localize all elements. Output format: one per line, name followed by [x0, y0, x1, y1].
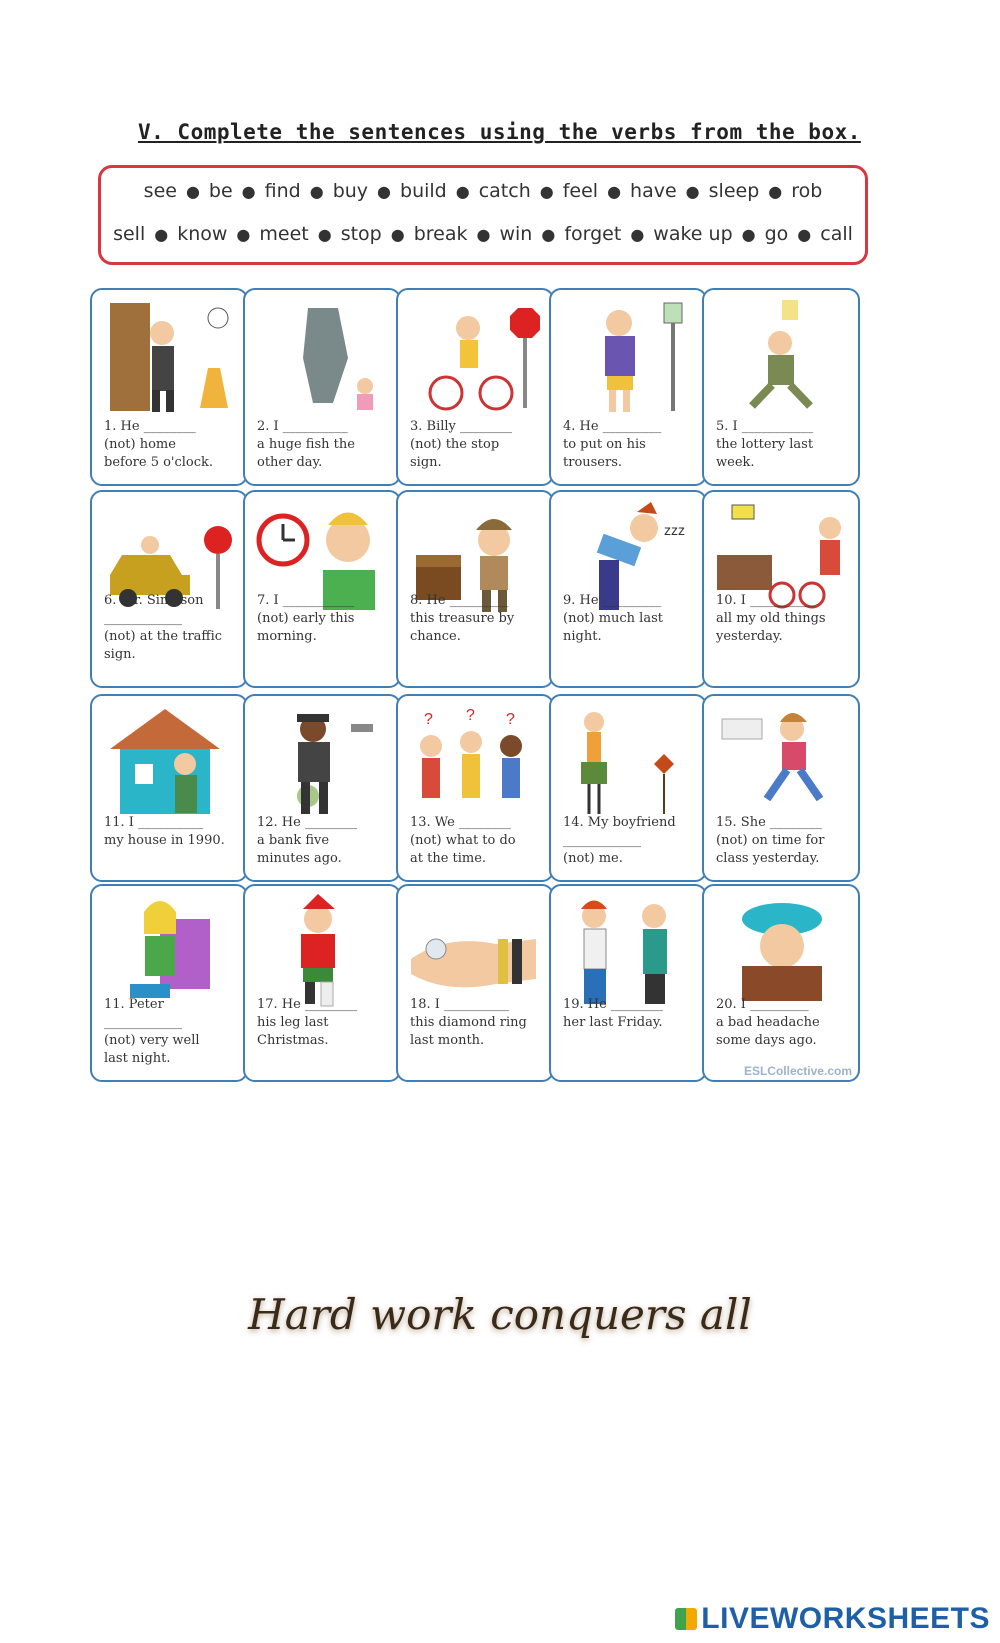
- verb-be: be: [208, 180, 233, 202]
- card-sentence: 5. I ___________ the lottery last week.: [716, 419, 814, 470]
- card-sentence: 1. He ________ (not) home before 5 o'clock.: [104, 419, 214, 470]
- card-sentence: 15. She ________ (not) on time for class yesterday.: [716, 815, 825, 866]
- verb-see: see: [143, 180, 177, 202]
- bullet-separator: ●: [185, 182, 200, 201]
- card-sentence: 18. I __________ this diamond ring last month.: [410, 997, 527, 1048]
- verb-call: call: [820, 223, 853, 245]
- house-icon: [100, 704, 238, 822]
- card-sentence: 20. I _________ a bad headache some days ago.: [716, 997, 820, 1048]
- diamond-ring-icon: [406, 894, 544, 1012]
- exercise-card: [549, 288, 707, 486]
- brand-name: LIVEWORKSHEETS: [701, 1602, 990, 1635]
- exercise-card: [702, 694, 860, 882]
- exercise-card: [702, 884, 860, 1082]
- verb-catch: catch: [478, 180, 531, 202]
- card-sentence: 6. Mr. Simpson ____________ (not) at the traffic sign.: [104, 593, 223, 662]
- bullet-separator: ●: [154, 225, 169, 244]
- handshake-icon: [559, 894, 697, 1012]
- bullet-separator: ●: [390, 225, 405, 244]
- card-sentence: 11. Peter ____________ (not) very well last night.: [104, 997, 200, 1066]
- verb-build: build: [400, 180, 447, 202]
- broken-leg-icon: [253, 894, 391, 1012]
- verb-meet: meet: [259, 223, 309, 245]
- confused-people-icon: [406, 704, 544, 822]
- card-sentence: 9. He _________ (not) much last night.: [563, 593, 663, 644]
- exercise-card: [396, 694, 554, 882]
- bullet-separator: ●: [630, 225, 645, 244]
- exercise-card: [396, 884, 554, 1082]
- man-at-door-icon: [100, 298, 238, 416]
- watermark: ESLCollective.com: [743, 1064, 852, 1078]
- bullet-separator: ●: [377, 182, 392, 201]
- card-sentence: 2. I __________ a huge fish the other day.: [257, 419, 355, 470]
- verb-line-2: [101, 223, 865, 245]
- verb-line-1: [101, 180, 865, 202]
- verb-forget: forget: [564, 223, 622, 245]
- running-girl-icon: [712, 704, 850, 822]
- verb-go: go: [764, 223, 789, 245]
- card-sentence: 7. I ___________ (not) early this morning.: [257, 593, 355, 644]
- bullet-separator: ●: [768, 182, 783, 201]
- bullet-separator: ●: [539, 182, 554, 201]
- bullet-separator: ●: [541, 225, 556, 244]
- exercise-card: [396, 288, 554, 486]
- picture-grid: [90, 288, 890, 1103]
- card-sentence: 13. We ________ (not) what to do at the time.: [410, 815, 516, 866]
- bullet-separator: ●: [455, 182, 470, 201]
- verb-know: know: [177, 223, 228, 245]
- bicycle-icon: [406, 298, 544, 416]
- exercise-card: [90, 288, 248, 486]
- sick-woman-icon: [100, 894, 238, 1012]
- verb-feel: feel: [562, 180, 599, 202]
- fish-icon: [253, 298, 391, 416]
- exercise-card: [243, 288, 401, 486]
- card-sentence: 10. I __________ all my old things yesterday.: [716, 593, 826, 644]
- exercise-card: [396, 490, 554, 688]
- card-sentence: 19. He ________ her last Friday.: [563, 997, 663, 1030]
- robber-icon: [253, 704, 391, 822]
- verb-stop: stop: [340, 223, 382, 245]
- exercise-card: [90, 490, 248, 688]
- verb-win: win: [499, 223, 533, 245]
- verb-buy: buy: [332, 180, 369, 202]
- exercise-card: [243, 884, 401, 1082]
- motto: Hard work conquers all: [248, 1290, 752, 1339]
- verb-box: [98, 165, 868, 265]
- bullet-separator: ●: [241, 182, 256, 201]
- bullet-separator: ●: [607, 182, 622, 201]
- card-sentence: 14. My boyfriend ____________ (not) me.: [563, 815, 676, 866]
- bullet-separator: ●: [317, 225, 332, 244]
- exercise-card: [243, 694, 401, 882]
- card-sentence: 17. He ________ his leg last Christmas.: [257, 997, 357, 1048]
- bullet-separator: ●: [236, 225, 251, 244]
- headache-icon: [712, 894, 850, 1012]
- exercise-card: [702, 490, 860, 688]
- exercise-card: [243, 490, 401, 688]
- exercise-card: [90, 694, 248, 882]
- bullet-separator: ●: [797, 225, 812, 244]
- verb-sleep: sleep: [708, 180, 760, 202]
- waiting-woman-icon: [559, 704, 697, 822]
- card-sentence: 11. I __________ my house in 1990.: [104, 815, 225, 848]
- verb-wake-up: wake up: [653, 223, 733, 245]
- card-sentence: 4. He _________ to put on his trousers.: [563, 419, 662, 470]
- exercise-card: [702, 288, 860, 486]
- verb-sell: sell: [113, 223, 146, 245]
- verb-break: break: [413, 223, 468, 245]
- lottery-winner-icon: [712, 298, 850, 416]
- exercise-card: [549, 490, 707, 688]
- card-sentence: 12. He ________ a bank five minutes ago.: [257, 815, 357, 866]
- verb-find: find: [264, 180, 301, 202]
- svg-text:zzz: zzz: [664, 522, 685, 538]
- liveworksheets-logo: [675, 1602, 990, 1636]
- card-sentence: 8. He _________ this treasure by chance.: [410, 593, 515, 644]
- bullet-separator: ●: [309, 182, 324, 201]
- verb-have: have: [630, 180, 677, 202]
- man-no-trousers-icon: [559, 298, 697, 416]
- card-sentence: 3. Billy ________ (not) the stop sign.: [410, 419, 513, 470]
- exercise-title: V. Complete the sentences using the verbs from the box.: [138, 120, 861, 144]
- exercise-card: [549, 884, 707, 1082]
- bullet-separator: ●: [741, 225, 756, 244]
- verb-rob: rob: [791, 180, 823, 202]
- brand-icon: [675, 1608, 697, 1630]
- exercise-card: [90, 884, 248, 1082]
- bullet-separator: ●: [685, 182, 700, 201]
- svg-text:?: ?: [506, 711, 515, 728]
- svg-text:?: ?: [466, 707, 475, 724]
- bullet-separator: ●: [476, 225, 491, 244]
- svg-text:?: ?: [424, 711, 433, 728]
- exercise-card: [549, 694, 707, 882]
